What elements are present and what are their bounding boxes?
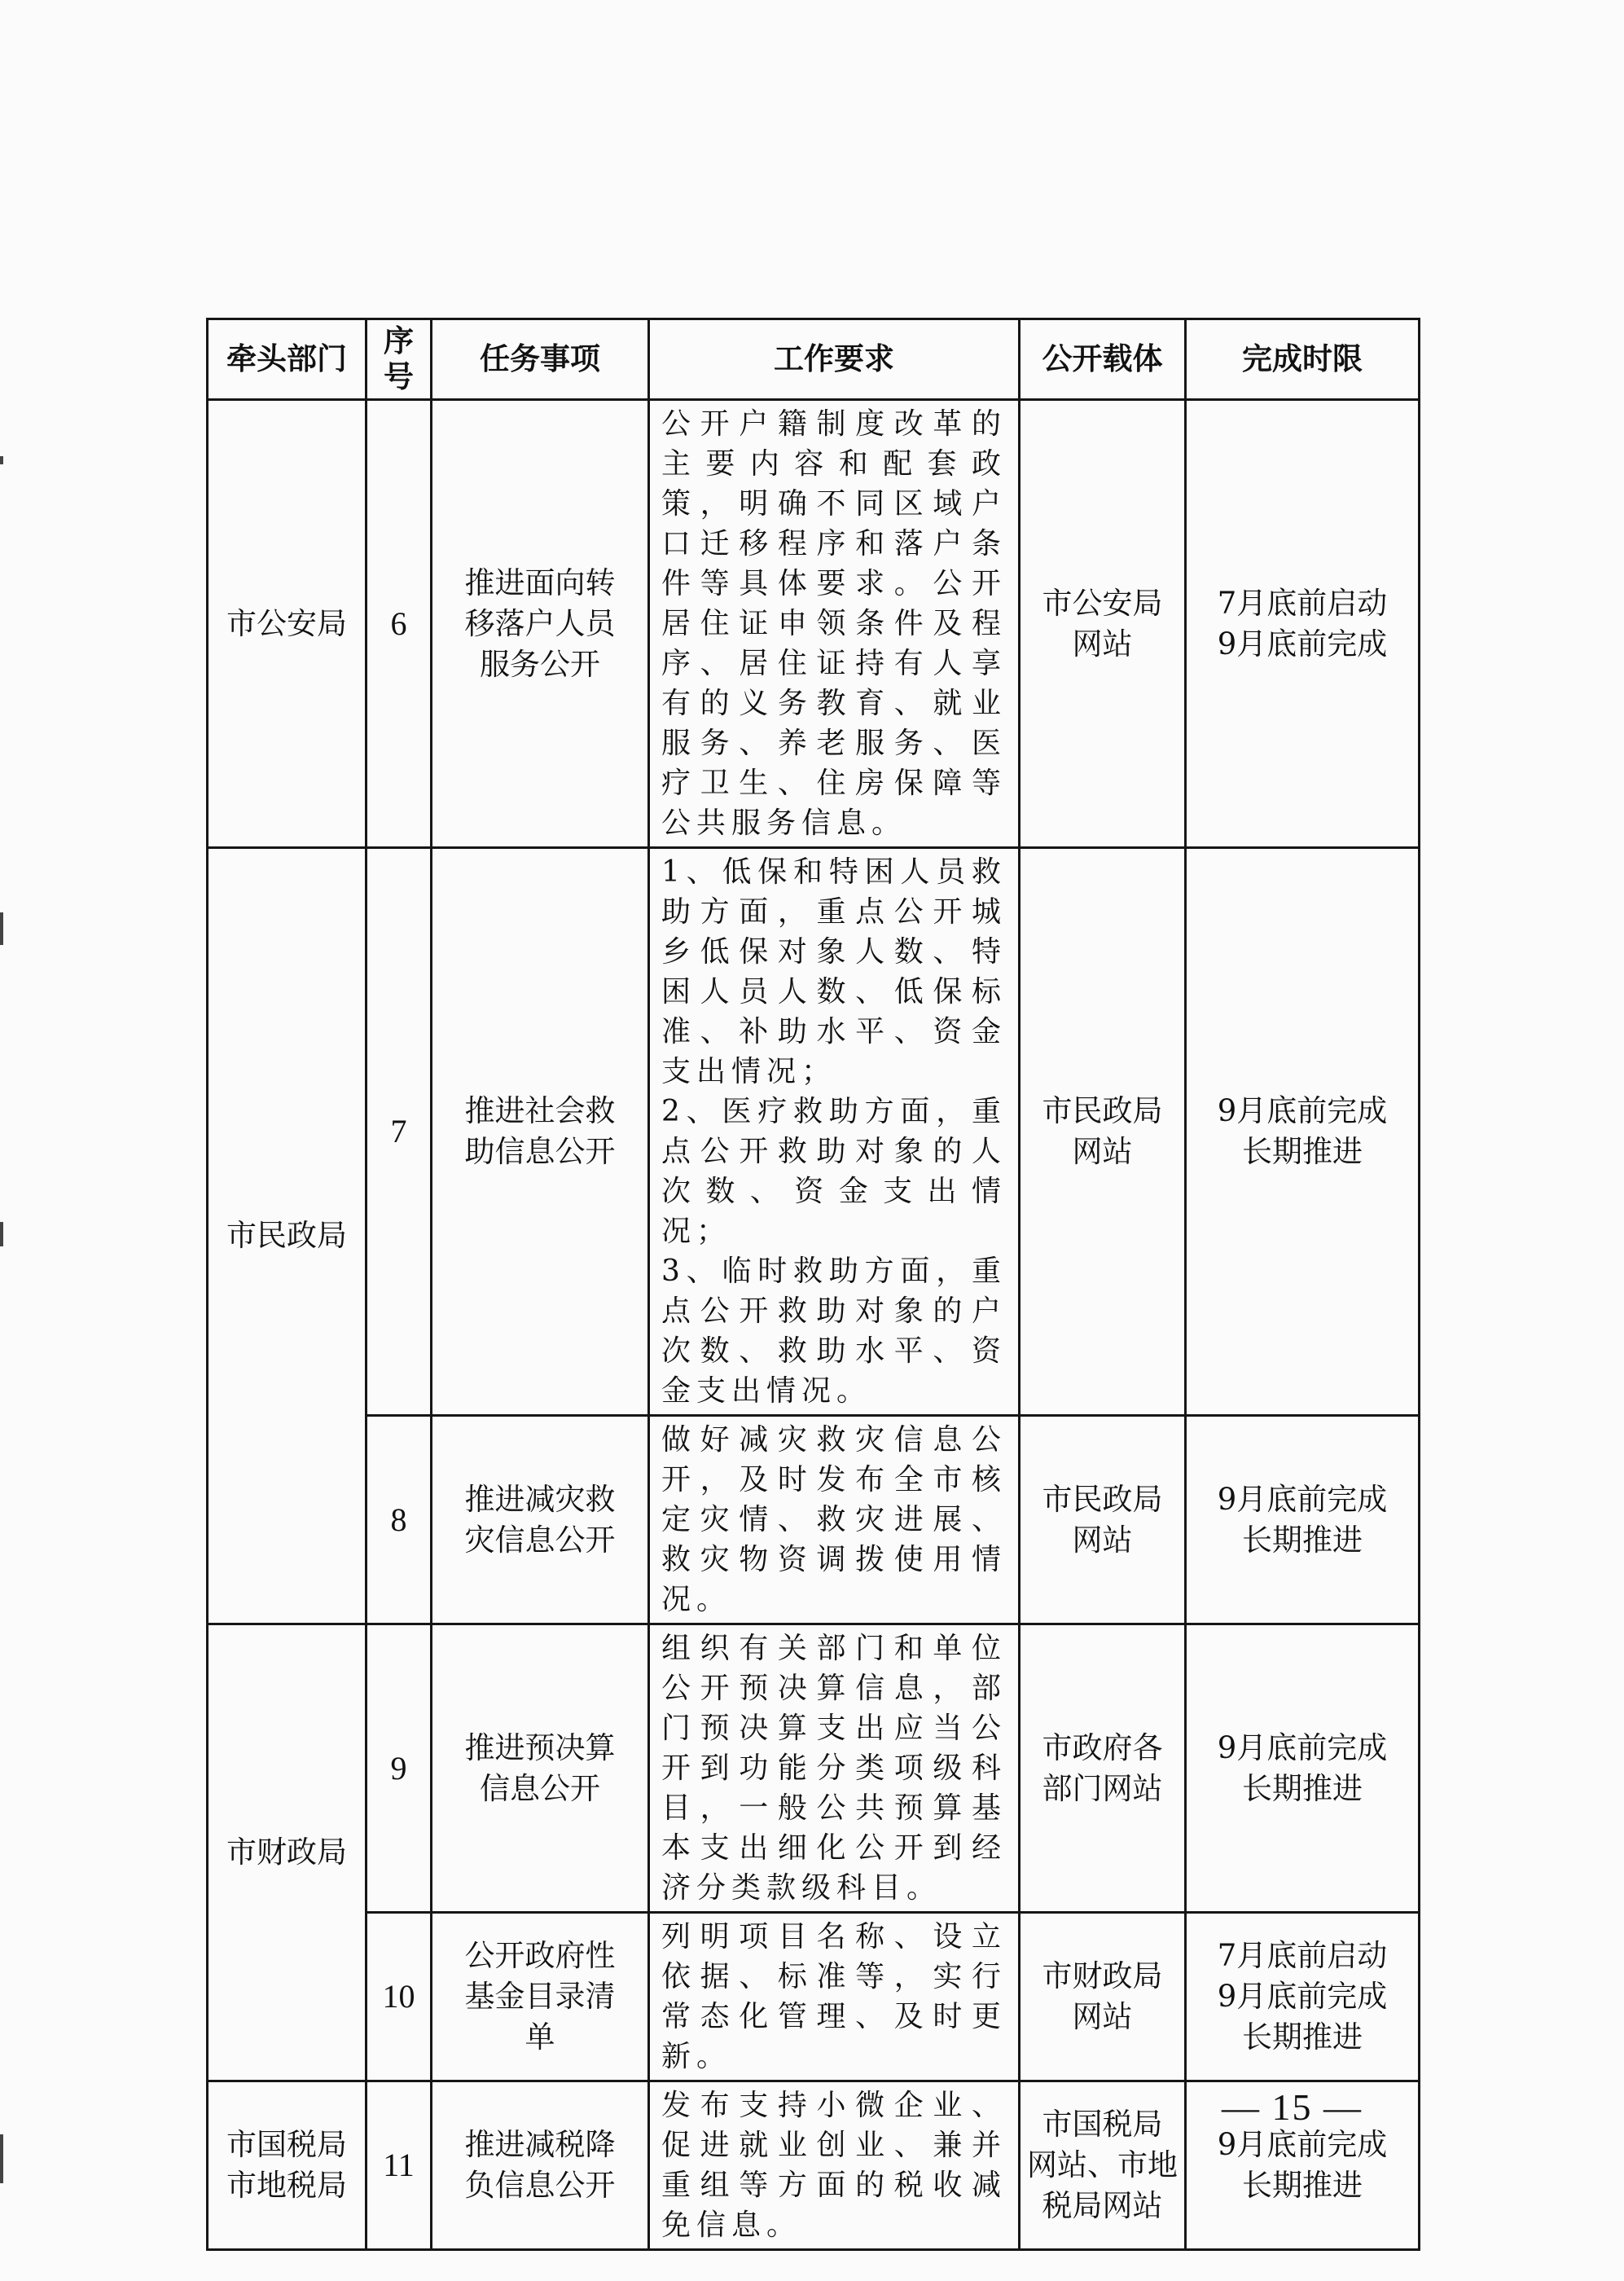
department-name: 市民政局: [226, 1218, 347, 1253]
table-row: [208, 848, 1420, 1416]
deadline-text: 7月底前启动 9月底前完成: [1217, 585, 1388, 661]
header-deadline: 完成时限: [1186, 319, 1420, 400]
task-cell: [432, 1416, 649, 1624]
task-text: 公开政府性 基金目录清 单: [464, 1938, 616, 2055]
carrier-text: 市民政局 网站: [1042, 1481, 1163, 1558]
carrier-cell: [1020, 2081, 1186, 2250]
task-text: 推进减灾救 灾信息公开: [464, 1481, 616, 1558]
requirement-cell: [649, 1624, 1020, 1913]
carrier-text: 市国税局 网站、市地 税局网站: [1027, 2107, 1178, 2223]
requirement-text: 列明项目名称、设立依据、标准等，实行常态化管理、及时更新。: [661, 1920, 1007, 2073]
requirement-cell: [649, 1416, 1020, 1624]
seq-cell: 7: [366, 848, 432, 1416]
carrier-cell: [1020, 1416, 1186, 1624]
scan-edge-mark: [0, 912, 3, 945]
header-task: 任务事项: [432, 319, 649, 400]
deadline-text: 9月底前完成 长期推进: [1217, 1481, 1388, 1558]
deadline-text: 7月底前启动 9月底前完成 长期推进: [1217, 1938, 1388, 2055]
department-name: 市国税局 市地税局: [226, 2127, 347, 2203]
seq-cell: 11: [366, 2081, 432, 2250]
task-text: 推进社会救 助信息公开: [464, 1093, 616, 1169]
department-cell: [208, 1624, 366, 2081]
requirement-text: 公开户籍制度改革的主要内容和配套政策，明确不同区域户口迁移程序和落户条件等具体要求。公开居住证申领条件及程序、居住证持有人享有的义务教育、就业服务、养老服务、医疗卫生、住房保障等公共服务信息。: [661, 407, 1007, 840]
deadline-text: 9月底前完成 长期推进: [1217, 2127, 1388, 2203]
task-table-container: [206, 318, 1418, 2251]
requirement-text: 组织有关部门和单位公开预决算信息，部门预决算支出应当公开到功能分类项级科目，一般公共预算基本支出细化公开到经济分类款级科目。: [661, 1632, 1007, 1905]
department-cell: [208, 848, 366, 1624]
table-row: [208, 1624, 1420, 1913]
scan-edge-mark: [0, 2134, 3, 2183]
deadline-cell: [1186, 1624, 1420, 1913]
requirement-text: 1、低保和特困人员救助方面，重点公开城乡低保对象人数、特困人员人数、低保标准、补助水平、资金支出情况； 2、医疗救助方面，重点公开救助对象的人次数、资金支出情况； 3、临时救助方面，重点公开救助对象的户次数、救助水平、资金支出情况。: [661, 855, 1007, 1408]
table-row: [208, 1416, 1420, 1624]
deadline-cell: [1186, 1913, 1420, 2081]
carrier-text: 市公安局 网站: [1042, 585, 1163, 661]
department-name: 市公安局: [226, 605, 347, 641]
task-cell: [432, 1913, 649, 2081]
task-cell: [432, 2081, 649, 2250]
deadline-text: 9月底前完成 长期推进: [1217, 1093, 1388, 1169]
seq-cell: 10: [366, 1913, 432, 2081]
task-text: 推进减税降 负信息公开: [464, 2127, 616, 2203]
requirement-cell: [649, 848, 1020, 1416]
deadline-cell: [1186, 1416, 1420, 1624]
carrier-cell: [1020, 848, 1186, 1416]
department-cell: [208, 2081, 366, 2250]
header-carrier: 公开载体: [1020, 319, 1186, 400]
table-header-row: [208, 319, 1420, 400]
header-seq-label: 序号: [384, 323, 414, 394]
scan-edge-mark: [0, 1222, 3, 1246]
department-name: 市财政局: [226, 1835, 347, 1870]
deadline-cell: [1186, 400, 1420, 848]
carrier-text: 市民政局 网站: [1042, 1093, 1163, 1169]
task-cell: [432, 848, 649, 1416]
requirement-cell: [649, 1913, 1020, 2081]
task-text: 推进预决算 信息公开: [464, 1729, 616, 1806]
deadline-text: 9月底前完成 长期推进: [1217, 1729, 1388, 1806]
requirement-text: 做好减灾救灾信息公开，及时发布全市核定灾情、救灾进展、救灾物资调拨使用情况。: [661, 1423, 1007, 1616]
task-cell: [432, 1624, 649, 1913]
seq-cell: 8: [366, 1416, 432, 1624]
page-number: — 15 —: [1222, 2086, 1363, 2128]
carrier-cell: [1020, 400, 1186, 848]
header-seq: [366, 319, 432, 400]
table-row: [208, 400, 1420, 848]
task-cell: [432, 400, 649, 848]
header-requirement: 工作要求: [649, 319, 1020, 400]
scan-edge-mark: [0, 456, 3, 464]
task-text: 推进面向转 移落户人员 服务公开: [464, 565, 616, 682]
table-row: [208, 1913, 1420, 2081]
carrier-cell: [1020, 1913, 1186, 2081]
carrier-text: 市财政局 网站: [1042, 1958, 1163, 2034]
carrier-text: 市政府各 部门网站: [1042, 1729, 1163, 1806]
requirement-cell: [649, 400, 1020, 848]
seq-cell: 9: [366, 1624, 432, 1913]
seq-cell: 6: [366, 400, 432, 848]
requirement-text: 发布支持小微企业、促进就业创业、兼并重组等方面的税收减免信息。: [661, 2089, 1007, 2242]
header-department: 牵头部门: [208, 319, 366, 400]
requirement-cell: [649, 2081, 1020, 2250]
task-table: [206, 318, 1420, 2251]
deadline-cell: [1186, 848, 1420, 1416]
carrier-cell: [1020, 1624, 1186, 1913]
department-cell: [208, 400, 366, 848]
